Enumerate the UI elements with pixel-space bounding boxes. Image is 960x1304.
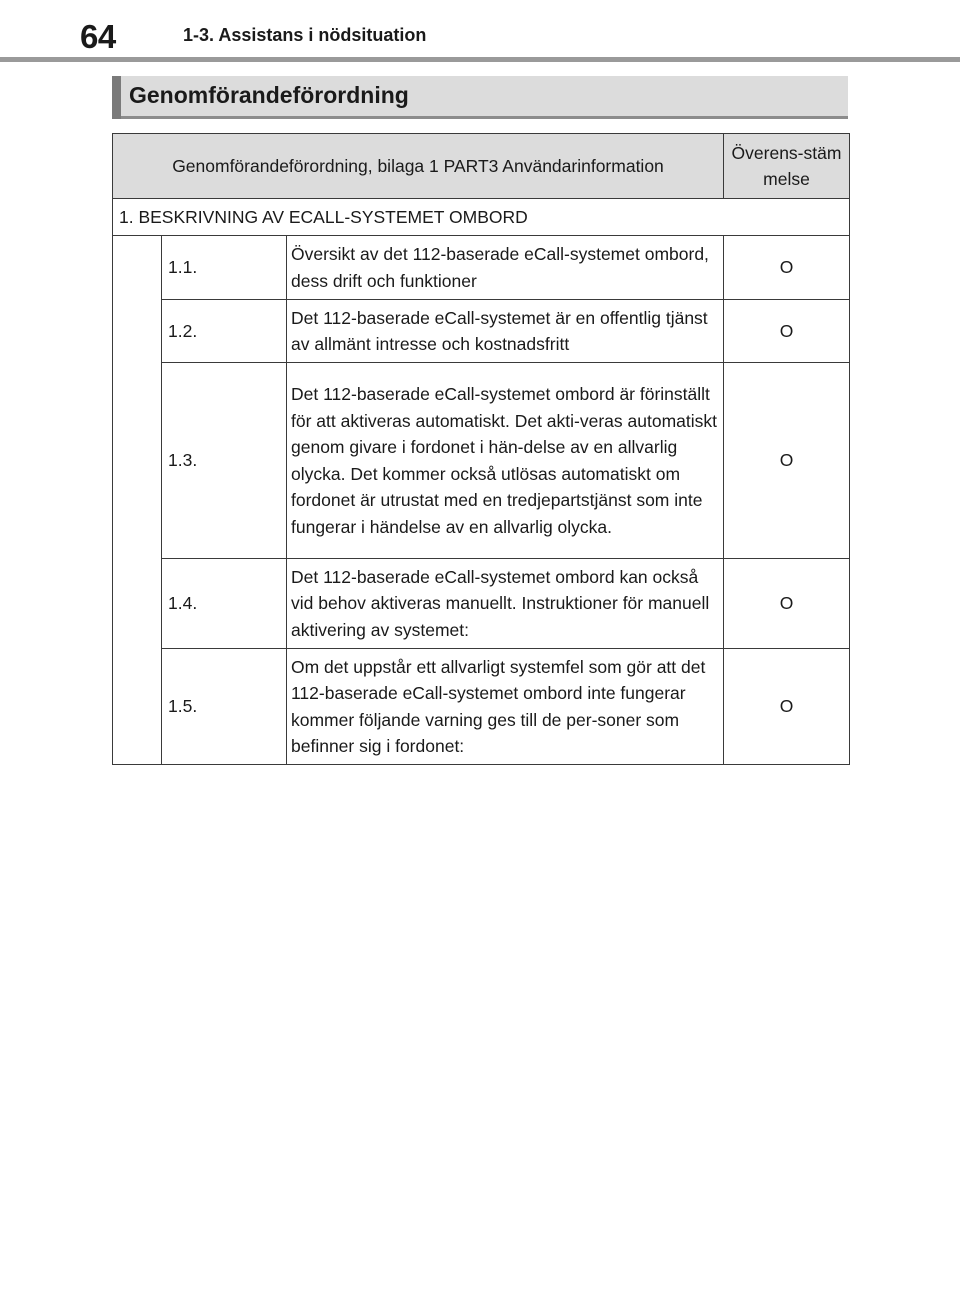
table-row	[113, 559, 850, 649]
row-number: 1.2.	[162, 300, 287, 363]
table-row	[113, 363, 850, 559]
row-text: Det 112-baserade eCall-systemet ombord kan också vid behov aktiveras manuellt. Instruktioner för manuell aktivering av systemet:	[287, 559, 724, 649]
table-group-row	[113, 199, 850, 236]
page-number: 64	[80, 18, 116, 55]
compliance-table	[112, 133, 850, 765]
row-text: Det 112-baserade eCall-systemet ombord är förinställt för att aktiveras automatiskt. Det akti-veras automatiskt genom givare i fordonet i hän-delse av en allvarlig olycka. Det kommer också utlösas automatiskt om fordonet är utrustat med en tredjepartstjänst som inte fungerar i händelse av en allvarlig olycka.	[287, 363, 724, 559]
row-text: Om det uppstår ett allvarligt systemfel som gör att det 112-baserade eCall-systemet ombord inte fungerar kommer följande varning ges till de per-soner som befinner sig i fordonet:	[287, 649, 724, 765]
table-header-description: Genomförandeförordning, bilaga 1 PART3 Användarinformation	[113, 134, 724, 199]
header-divider	[0, 57, 960, 62]
section-title: Genomförandeförordning	[129, 82, 409, 108]
row-number: 1.5.	[162, 649, 287, 765]
section-marker-bar	[112, 76, 121, 119]
row-compliance: O	[724, 236, 850, 300]
row-compliance: O	[724, 649, 850, 765]
row-number: 1.4.	[162, 559, 287, 649]
table-header-compliance: Överens-stämmelse	[724, 134, 850, 199]
page-header	[0, 0, 960, 62]
indent-cell	[113, 236, 162, 765]
row-compliance: O	[724, 363, 850, 559]
table-row	[113, 300, 850, 363]
row-text: Översikt av det 112-baserade eCall-systemet ombord, dess drift och funktioner	[287, 236, 724, 300]
table-row	[113, 236, 850, 300]
row-text: Det 112-baserade eCall-systemet är en offentlig tjänst av allmänt intresse och kostnadsfritt	[287, 300, 724, 363]
group-title: 1. BESKRIVNING AV ECALL-SYSTEMET OMBORD	[113, 199, 850, 236]
chapter-title: 1-3. Assistans i nödsituation	[183, 25, 427, 45]
section-heading	[112, 76, 848, 119]
row-number: 1.3.	[162, 363, 287, 559]
row-compliance: O	[724, 559, 850, 649]
table-row	[113, 649, 850, 765]
row-number: 1.1.	[162, 236, 287, 300]
table-header-row	[113, 134, 850, 199]
row-compliance: O	[724, 300, 850, 363]
